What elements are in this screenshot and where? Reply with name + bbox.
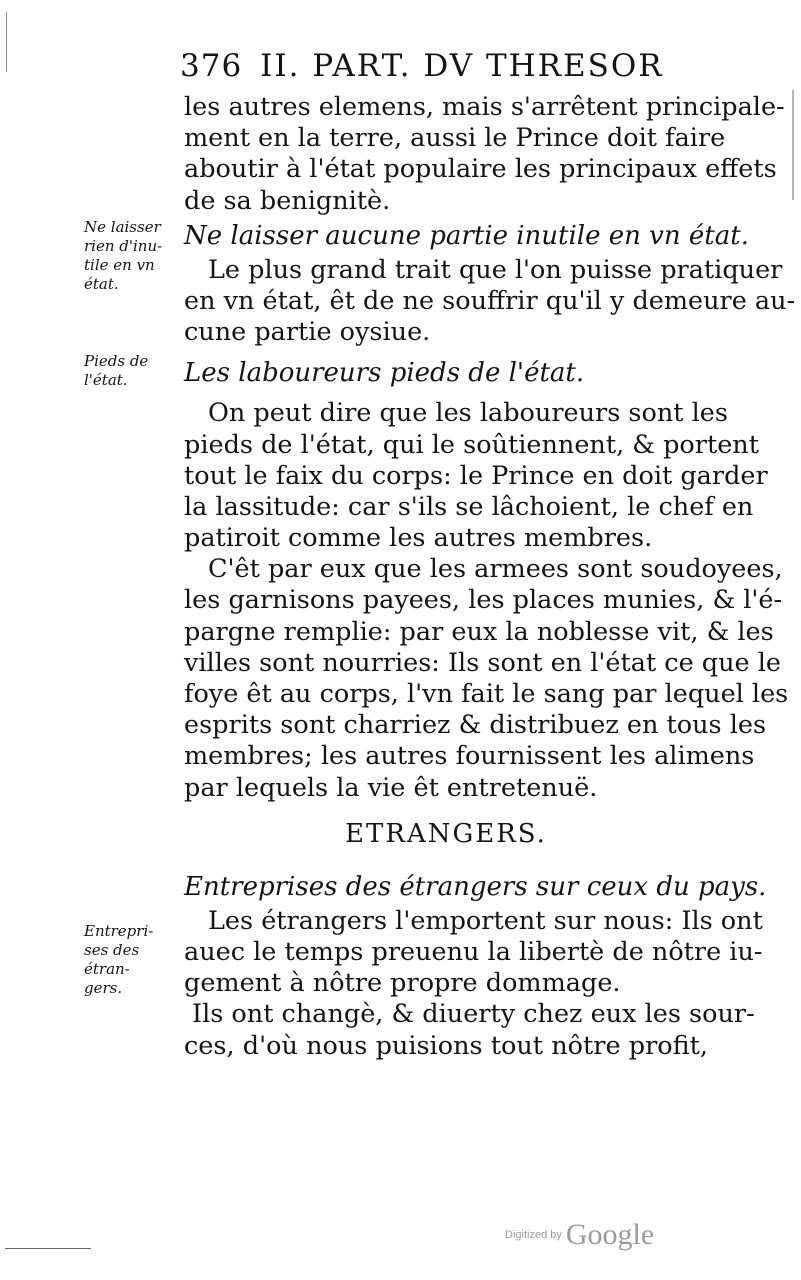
- text-line: foye êt au corps, l'vn fait le sang par lequel les: [184, 679, 789, 709]
- margin-note-pieds: Pieds de l'état.: [84, 352, 149, 389]
- subheading: Entreprises des étrangers sur ceux du pays.: [184, 871, 767, 902]
- text-line: patiroit comme les autres membres.: [184, 523, 653, 554]
- subheading: Ne laisser aucune partie inutile en vn état.: [184, 220, 749, 251]
- digitized-watermark: [505, 1218, 654, 1252]
- watermark-prefix: Digitized by: [505, 1229, 562, 1241]
- text-line: membres; les autres fournissent les alimens: [184, 741, 755, 772]
- running-title: II. PART. DV THRESOR: [260, 48, 664, 84]
- text-line: villes sont nourries: Ils sont en l'état ce que le: [184, 647, 781, 678]
- page-number: 376: [180, 48, 243, 84]
- text-line: en vn état, êt de ne souffrir qu'il y demeure au-: [184, 285, 796, 316]
- text-line: les autres elemens, mais s'arrêtent principale-: [184, 92, 785, 122]
- text-line: ment en la terre, aussi le Prince doit faire: [184, 123, 726, 154]
- text-line: gement à nôtre propre dommage.: [184, 968, 621, 999]
- text-line: esprits sont charriez & distribuez en tous les: [184, 710, 767, 741]
- text-line: de sa benignitè.: [184, 185, 391, 216]
- text-line: pargne remplie: par eux la noblesse vit, & les: [184, 616, 774, 647]
- text-line: par lequels la vie êt entretenuë.: [184, 772, 598, 803]
- section-title: ETRANGERS.: [345, 818, 547, 849]
- text-line: tout le faix du corps: le Prince en doit garder: [184, 460, 768, 491]
- text-line: ces, d'où nous puisions tout nôtre profit,: [184, 1030, 708, 1061]
- text-line: Les étrangers l'emportent sur nous: Ils ont: [208, 905, 763, 936]
- text-line: aboutir à l'état populaire les principaux effets: [184, 154, 777, 185]
- text-line: On peut dire que les laboureurs sont les: [208, 398, 728, 429]
- margin-note-ne-laisser: Ne laisser rien d'inu- tile en vn état.: [84, 218, 163, 293]
- subheading: Les laboureurs pieds de l'état.: [184, 358, 585, 389]
- google-logo: Google: [565, 1218, 655, 1251]
- right-edge-mark: [792, 90, 794, 200]
- left-edge-mark: [6, 12, 7, 72]
- text-line: Ils ont changè, & diuerty chez eux les sour-: [192, 999, 755, 1030]
- bottom-rule: [5, 1248, 91, 1249]
- text-line: pieds de l'état, qui le soûtiennent, & portent: [184, 429, 759, 460]
- margin-note-entreprises: Entrepri- ses des étran- gers.: [84, 922, 154, 997]
- text-line: cune partie oysiue.: [184, 317, 431, 348]
- text-line: les garnisons payees, les places munies, & l'é-: [184, 585, 783, 616]
- running-head: [180, 48, 664, 84]
- body-text: [184, 92, 796, 1062]
- text-line: auec le temps preuenu la libertè de nôtre iu-: [184, 936, 763, 967]
- text-line: C'êt par eux que les armees sont soudoyees,: [208, 554, 783, 585]
- text-line: Le plus grand trait que l'on puisse pratiquer: [208, 254, 783, 285]
- text-line: la lassitude: car s'ils se lâchoient, le chef en: [184, 491, 754, 522]
